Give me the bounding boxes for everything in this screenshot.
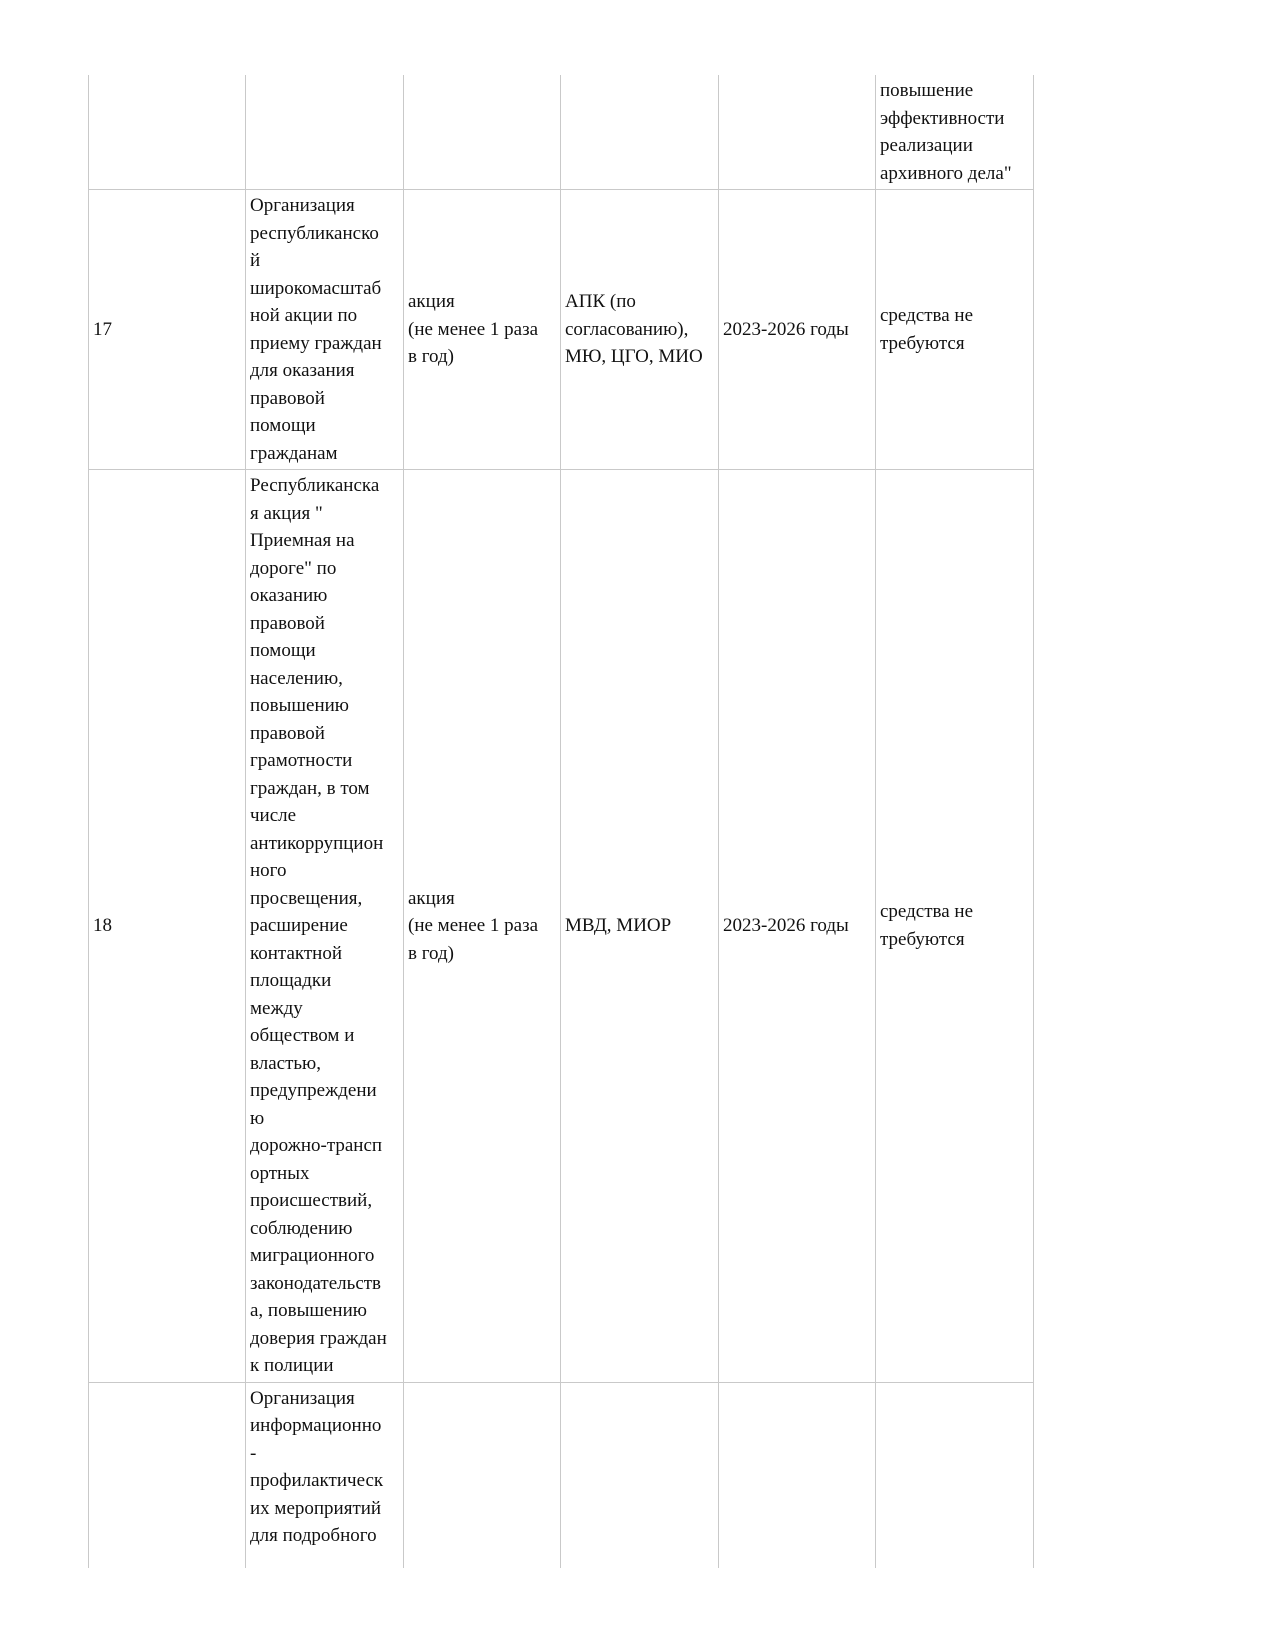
table-row — [89, 75, 1034, 190]
period-cell: 2023-2026 годы — [719, 470, 876, 1383]
row-number-cell — [89, 1382, 246, 1568]
action-plan-table — [88, 75, 1034, 1568]
event-name-cell — [246, 75, 404, 190]
completion-form-cell: акция (не менее 1 раза в год) — [404, 190, 561, 470]
funding-cell: повышение эффективности реализации архивного дела" — [876, 75, 1034, 190]
completion-form-cell: акция (не менее 1 раза в год) — [404, 470, 561, 1383]
table-row — [89, 190, 1034, 470]
responsible-executors-cell — [561, 1382, 719, 1568]
completion-form-cell — [404, 1382, 561, 1568]
row-number-cell — [89, 75, 246, 190]
responsible-executors-cell: МВД, МИОР — [561, 470, 719, 1383]
funding-cell: средства не требуются — [876, 190, 1034, 470]
period-cell — [719, 75, 876, 190]
row-number-cell: 17 — [89, 190, 246, 470]
period-cell: 2023-2026 годы — [719, 190, 876, 470]
period-cell — [719, 1382, 876, 1568]
event-name-cell: Организация республиканско й широкомасштаб ной акции по приему граждан для оказания правовой помощи гражданам — [246, 190, 404, 470]
table-row — [89, 470, 1034, 1383]
event-name-cell: Организация информационно - профилактическ их мероприятий для подробного — [246, 1382, 404, 1568]
row-number-cell: 18 — [89, 470, 246, 1383]
responsible-executors-cell: АПК (по согласованию), МЮ, ЦГО, МИО — [561, 190, 719, 470]
table-row — [89, 1382, 1034, 1568]
completion-form-cell — [404, 75, 561, 190]
responsible-executors-cell — [561, 75, 719, 190]
event-name-cell: Республиканска я акция " Приемная на дороге" по оказанию правовой помощи населению, повышению правовой грамотности граждан, в том числе антикоррупцион ного просвещения, расширение контактной площадки между обществом и властью, предупреждени ю дорожно-трансп ортных происшествий, соблюдению миграционного законодательств а, повышению доверия граждан к полиции — [246, 470, 404, 1383]
funding-cell — [876, 1382, 1034, 1568]
funding-cell: средства не требуются — [876, 470, 1034, 1383]
